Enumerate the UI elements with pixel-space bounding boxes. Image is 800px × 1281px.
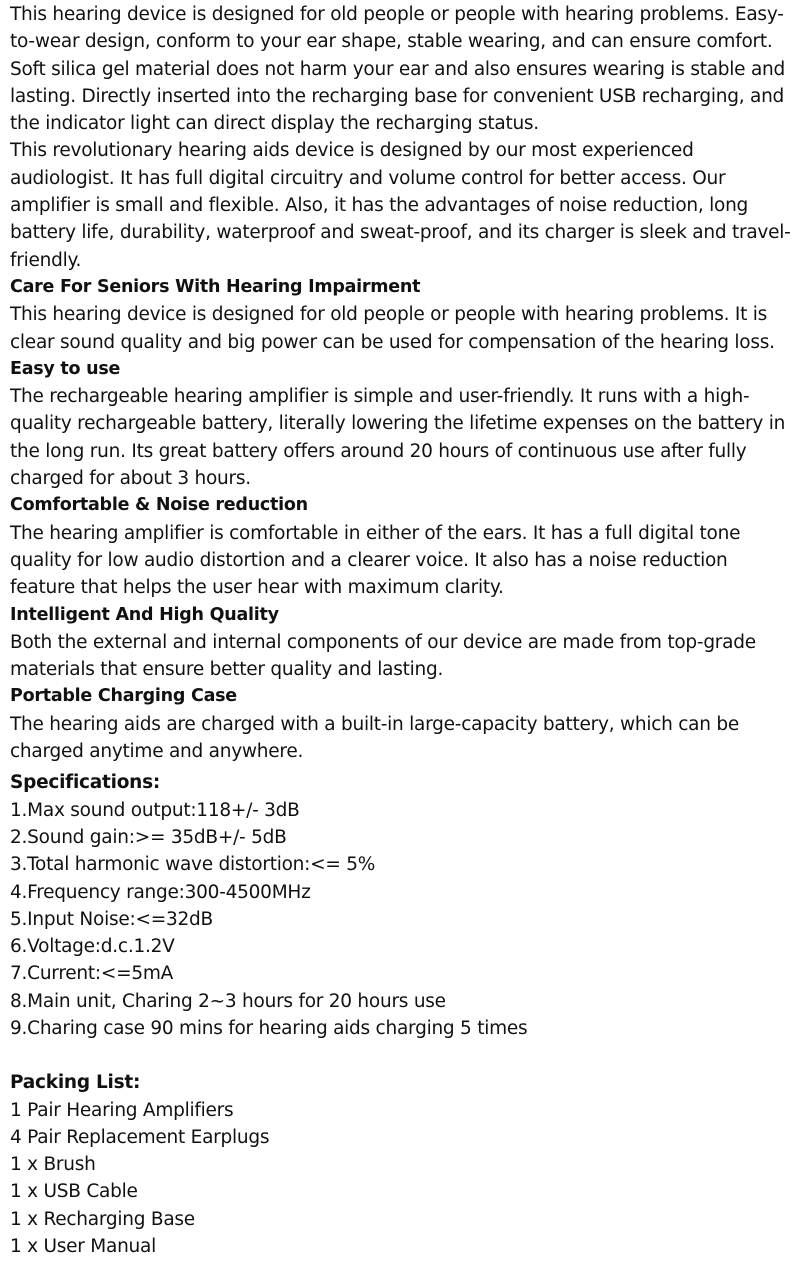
spec-item: 6.Voltage:d.c.1.2V xyxy=(10,936,175,958)
section-body-care-for-seniors: This hearing device is designed for old people or people with hearing problems. It is clear sound quality and big power can be used for compensation of the hearing loss. xyxy=(10,304,775,353)
product-description xyxy=(10,1,795,1260)
spec-item: 5.Input Noise:<=32dB xyxy=(10,908,213,930)
section-body-portable-case: The hearing aids are charged with a built-in large-capacity battery, which can be charged anytime and anywhere. xyxy=(10,713,739,763)
section-heading-easy-to-use: Easy to use xyxy=(10,358,121,379)
spec-item: 9.Charing case 90 mins for hearing aids charging 5 times xyxy=(10,1017,528,1039)
spec-item: 3.Total harmonic wave distortion:<= 5% xyxy=(10,854,376,876)
intro-paragraph-2: This revolutionary hearing aids device is designed by our most experienced audiologist. It has full digital circuitry and volume control for better access. Our amplifier is small and flexible. Also, it has the advantages of noise reduction, long battery life, durability, waterproof and sweat-proof, and its charger is sleek and travel-friendly. xyxy=(10,140,791,271)
packing-list-item: 1 x Brush xyxy=(10,1154,96,1176)
specifications-section xyxy=(10,769,795,1042)
spec-item: 4.Frequency range:300-4500MHz xyxy=(10,881,311,903)
specifications-title: Specifications: xyxy=(10,772,160,794)
section-heading-portable-case: Portable Charging Case xyxy=(10,686,237,707)
spec-item: 1.Max sound output:118+/- 3dB xyxy=(10,799,300,821)
intro-paragraph-1: This hearing device is designed for old people or people with hearing problems. Easy-to-wear design, conform to your ear shape, stable wearing, and can ensure comfort. Soft silica gel material does not harm your ear and also ensures wearing is stable and lasting. Directly inserted into the recharging base for convenient USB recharging, and the indicator light can direct display the recharging status. xyxy=(10,4,785,135)
spec-item: 7.Current:<=5mA xyxy=(10,963,174,985)
section-body-easy-to-use: The rechargeable hearing amplifier is simple and user-friendly. It runs with a high-quality rechargeable battery, literally lowering the lifetime expenses on the battery in the long run. Its great battery offers around 20 hours of continuous use after fully charged for about 3 hours. xyxy=(10,386,786,490)
packing-list-section xyxy=(10,1069,795,1260)
spec-item: 8.Main unit, Charing 2~3 hours for 20 hours use xyxy=(10,990,446,1012)
section-heading-intelligent: Intelligent And High Quality xyxy=(10,604,279,625)
packing-list-title: Packing List: xyxy=(10,1072,141,1094)
section-body-comfortable: The hearing amplifier is comfortable in either of the ears. It has a full digital tone quality for low audio distortion and a clearer voice. It also has a noise reduction feature that helps the user hear with maximum clarity. xyxy=(10,522,741,599)
packing-list-item: 1 x User Manual xyxy=(10,1236,157,1258)
packing-list-item: 1 x USB Cable xyxy=(10,1181,138,1203)
spec-item: 2.Sound gain:>= 35dB+/- 5dB xyxy=(10,826,287,848)
packing-list-item: 4 Pair Replacement Earplugs xyxy=(10,1126,270,1148)
packing-list-item: 1 x Recharging Base xyxy=(10,1208,195,1230)
section-heading-comfortable: Comfortable & Noise reduction xyxy=(10,495,308,516)
section-heading-care-for-seniors: Care For Seniors With Hearing Impairment xyxy=(10,276,421,297)
packing-list-item: 1 Pair Hearing Amplifiers xyxy=(10,1099,234,1121)
section-body-intelligent: Both the external and internal components of our device are made from top-grade materials that ensure better quality and lasting. xyxy=(10,631,756,681)
